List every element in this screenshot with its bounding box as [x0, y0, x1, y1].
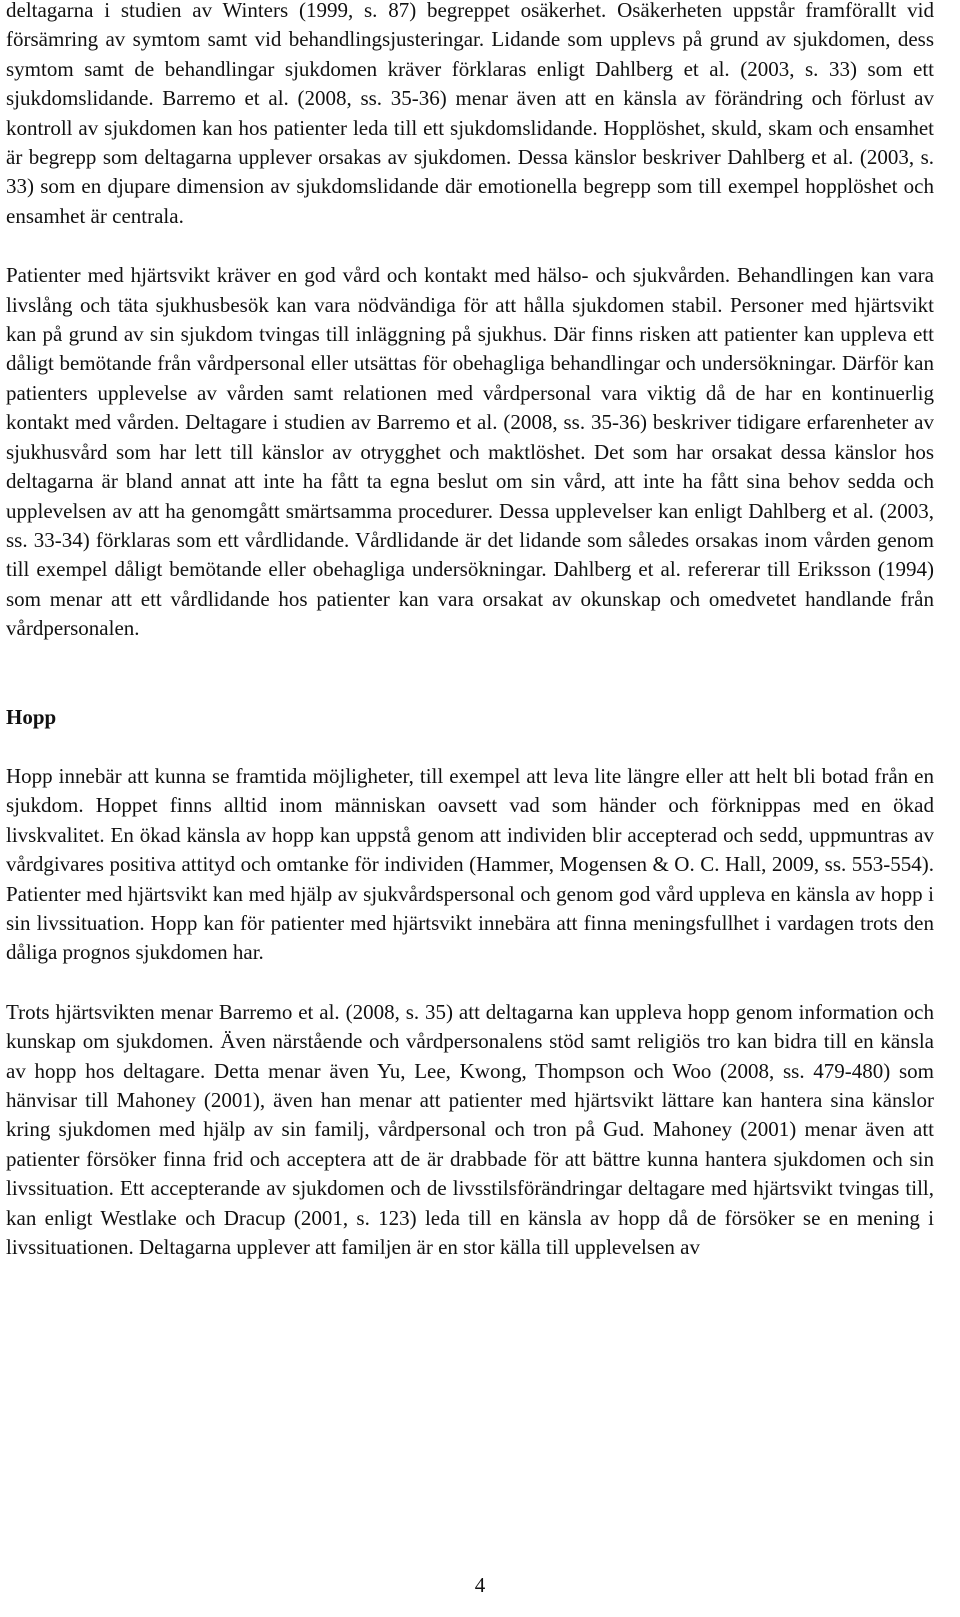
paragraph-spacer [6, 968, 934, 998]
heading-spacer [6, 732, 934, 762]
section-spacer [6, 644, 934, 703]
section-heading-hopp: Hopp [6, 704, 57, 729]
page-number: 4 [474, 1573, 486, 1597]
paragraph-spacer [6, 231, 934, 261]
paragraph-suffering: deltagarna i studien av Winters (1999, s. 87) begreppet osäkerhet. Osäkerheten uppstår framförallt vid försämring av symtom samt vid behandlingsjusteringar. Lidande som upplevs på grund av sjukdomen, dess symtom samt de behandlingar sjukdomen kräver förklaras enligt Dahlberg et al. (2003, s. 33) som ett sjukdomslidande. Barremo et al. (2008, ss. 35-36) menar även att en känsla av förändring och förlust av kontroll av sjukdomen kan hos patienter leda till ett sjukdomslidande. Hopplöshet, skuld, skam och ensamhet är begrepp som deltagarna upplever orsakas av sjukdomen. Dessa känslor beskriver Dahlberg et al. (2003, s. 33) som en djupare dimension av sjukdomslidande där emotionella begrepp som till exempel hopplöshet och ensamhet är centrala. [6, 0, 934, 228]
paragraph-hope-sources: Trots hjärtsvikten menar Barremo et al. (2008, s. 35) att deltagarna kan uppleva hopp genom information och kunskap om sjukdomen. Även närstående och vårdpersonalens stöd samt religiös tro kan bidra till en känsla av hopp hos deltagare. Detta menar även Yu, Lee, Kwong, Thompson och Woo (2008, ss. 479-480) som hänvisar till Mahoney (2001), även han menar att patienter med hjärtsvikt lättare kan hantera sina känslor kring sjukdomen med hjälp av sin familj, vårdpersonal och tron på Gud. Mahoney (2001) menar även att patienter försöker finna frid och acceptera att de är drabbade för att bättre kunna hantera sjukdomen och sin livssituation. Ett accepterande av sjukdomen och de livsstilsförändringar deltagare med hjärtsvikt tvingas till, kan enligt Westlake och Dracup (2001, s. 123) leda till en känsla av hopp då de försöker se en mening i livssituationen. Deltagarna upplever att familjen är en stor källa till upplevelsen av [6, 999, 934, 1260]
paragraph-hope-definition: Hopp innebär att kunna se framtida möjligheter, till exempel att leva lite längre eller att helt bli botad från en sjukdom. Hoppet finns alltid inom människan oavsett vad som händer och förknippas med en ökad livskvalitet. En ökad känsla av hopp kan uppstå genom att individen blir accepterad och sedd, uppmuntras av vårdgivares positiva attityd och omtanke för individen (Hammer, Mogensen & O. C. Hall, 2009, ss. 553-554). Patienter med hjärtsvikt kan med hjälp av sjukvårdspersonal och genom god vård uppleva en känsla av hopp i sin livssituation. Hopp kan för patienter med hjärtsvikt innebära att finna meningsfullhet i vardagen trots den dåliga prognos sjukdomen har. [6, 763, 934, 965]
paragraph-care-suffering: Patienter med hjärtsvikt kräver en god vård och kontakt med hälso- och sjukvården. Behandlingen kan vara livslång och täta sjukhusbesök kan vara nödvändiga för att hålla sjukdomen stabil. Personer med hjärtsvikt kan på grund av sin sjukdom tvingas till inläggning på sjukhus. Där finns risken att patienter kan uppleva ett dåligt bemötande från vårdpersonal eller utsättas för obehagliga behandlingar och undersökningar. Därför kan patienters upplevelse av vården samt relationen med vårdpersonal vara viktig då de har en kontinuerlig kontakt med vården. Deltagare i studien av Barremo et al. (2008, ss. 35-36) beskriver tidigare erfarenheter av sjukhusvård som har lett till känslor av otrygghet och maktlöshet. Det som har orsakat dessa känslor hos deltagarna är bland annat att inte ha fått ta egna beslut om sin vård, att inte ha fått sina behov sedda och upplevelsen av att ha genomgått smärtsamma procedurer. Dessa upplevelser kan enligt Dahlberg et al. (2003, ss. 33-34) förklaras som ett vårdlidande. Vårdlidande är det lidande som således orsakas inom vården genom till exempel dåligt bemötande eller obehagliga undersökningar. Dahlberg et al. refererar till Eriksson (1994) som menar att ett vårdlidande hos patienter kan vara orsakat av okunskap och omedvetet handlande från vårdpersonalen. [6, 263, 934, 641]
